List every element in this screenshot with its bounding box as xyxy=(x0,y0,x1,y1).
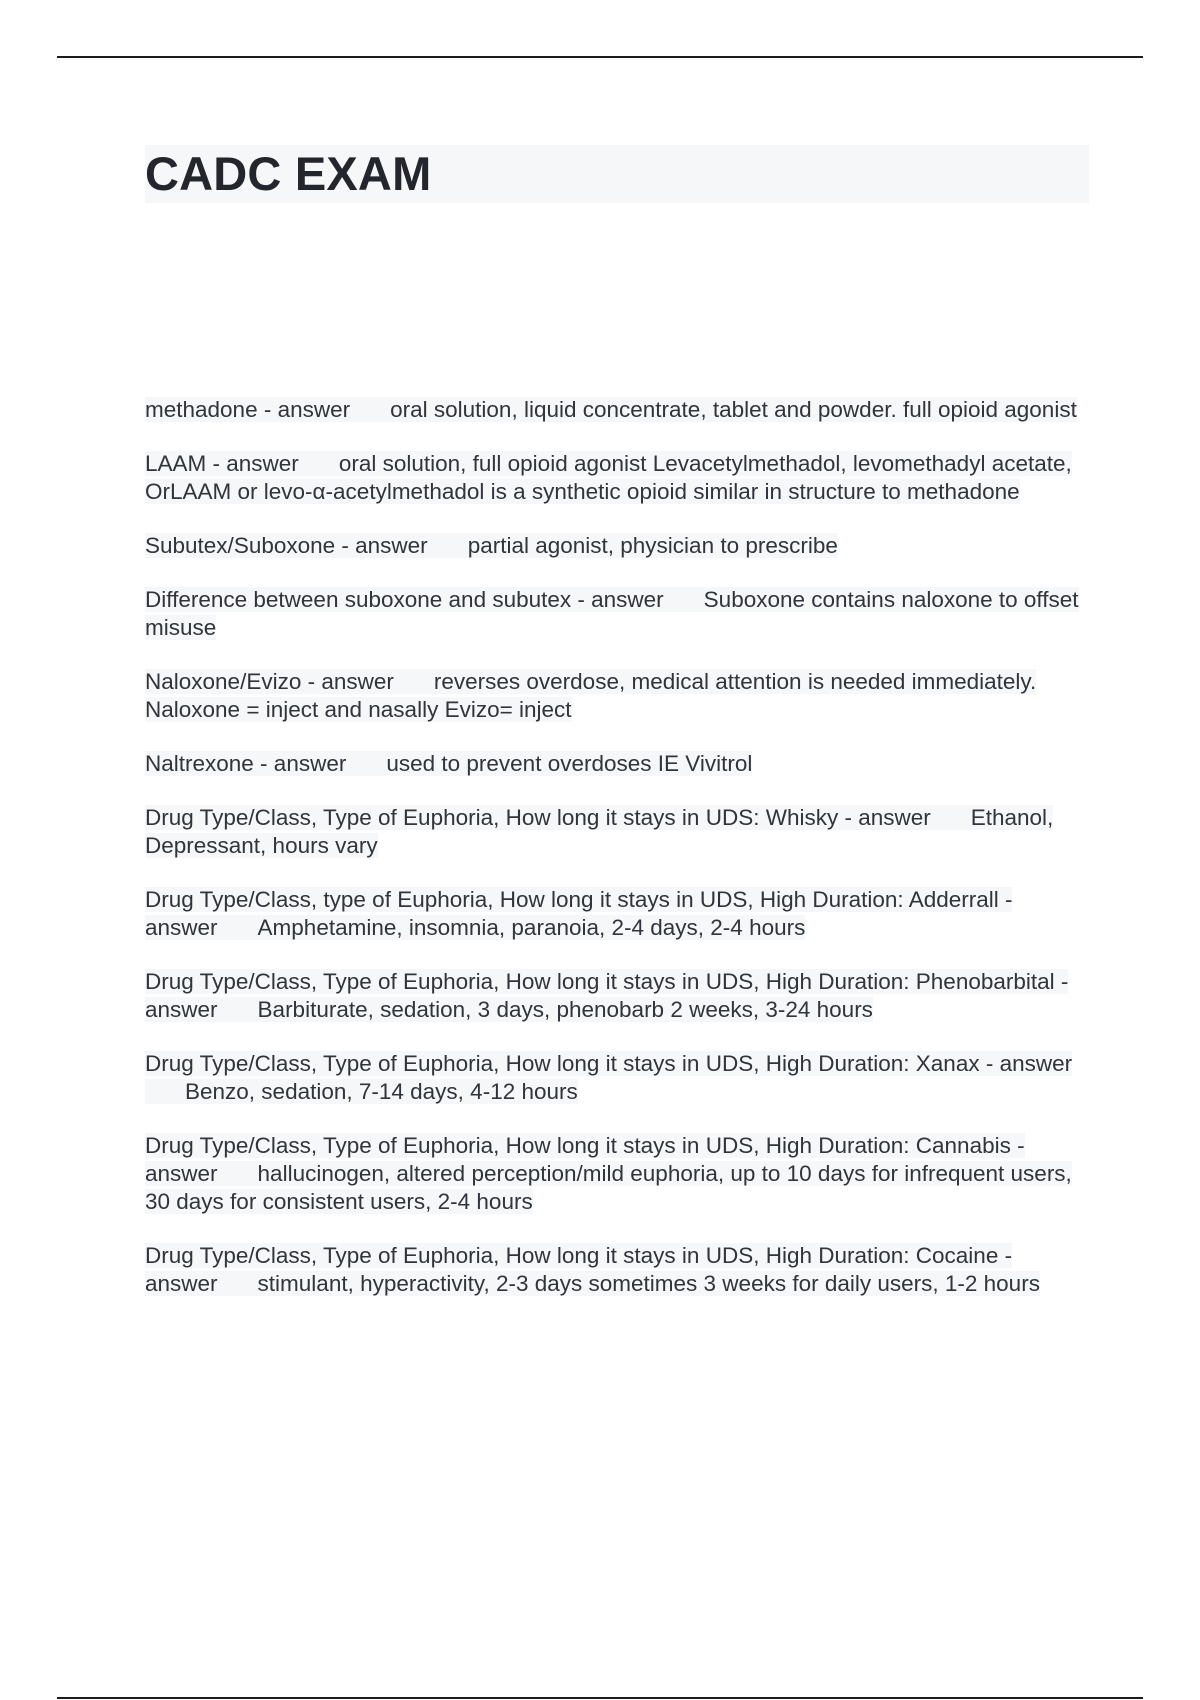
qa-question: Naloxone/Evizo - answer xyxy=(145,669,394,694)
qa-answer: Amphetamine, insomnia, paranoia, 2-4 days, 2-4 hours xyxy=(257,915,806,940)
qa-answer: reverses overdose, medical attention is needed immediately. Naloxone = inject and nasally Evizo= inject xyxy=(145,669,1037,722)
qa-question: Drug Type/Class, Type of Euphoria, How long it stays in UDS, High Duration: Phenobarbital - answer xyxy=(145,969,1069,1022)
qa-item xyxy=(145,1132,1090,1216)
bottom-rule xyxy=(57,1697,1143,1699)
qa-item xyxy=(145,450,1090,506)
top-rule xyxy=(57,56,1143,58)
qa-answer: Suboxone contains naloxone to offset misuse xyxy=(145,587,1079,640)
qa-question: Subutex/Suboxone - answer xyxy=(145,533,428,558)
qa-item xyxy=(145,668,1090,724)
qa-item xyxy=(145,886,1090,942)
qa-question: Naltrexone - answer xyxy=(145,751,347,776)
qa-answer: Barbiturate, sedation, 3 days, phenobarb 2 weeks, 3-24 hours xyxy=(257,997,873,1022)
qa-question: Drug Type/Class, Type of Euphoria, How long it stays in UDS, High Duration: Xanax - answer xyxy=(145,1051,1073,1076)
qa-question: Drug Type/Class, Type of Euphoria, How long it stays in UDS: Whisky - answer xyxy=(145,805,931,830)
qa-answer: partial agonist, physician to prescribe xyxy=(467,533,838,558)
qa-item xyxy=(145,750,1090,778)
page-title: CADC EXAM xyxy=(145,147,432,200)
qa-answer: hallucinogen, altered perception/mild euphoria, up to 10 days for infrequent users, 30 days for consistent users, 2-4 hours xyxy=(145,1161,1072,1214)
qa-item xyxy=(145,1050,1090,1106)
qa-list xyxy=(145,396,1090,1324)
qa-item xyxy=(145,1242,1090,1298)
qa-answer: oral solution, liquid concentrate, tablet and powder. full opioid agonist xyxy=(390,397,1077,422)
qa-item xyxy=(145,804,1090,860)
qa-answer: oral solution, full opioid agonist Levacetylmethadol, levomethadyl acetate, OrLAAM or levo-α-acetylmethadol is a synthetic opioid similar in structure to methadone xyxy=(145,451,1072,504)
qa-question: Difference between suboxone and subutex - answer xyxy=(145,587,664,612)
qa-question: methadone - answer xyxy=(145,397,351,422)
qa-answer: stimulant, hyperactivity, 2-3 days sometimes 3 weeks for daily users, 1-2 hours xyxy=(257,1271,1040,1296)
qa-item xyxy=(145,586,1090,642)
qa-answer: used to prevent overdoses IE Vivitrol xyxy=(386,751,753,776)
qa-question: Drug Type/Class, Type of Euphoria, How long it stays in UDS, High Duration: Cocaine - answer xyxy=(145,1243,1013,1296)
qa-answer: Ethanol, Depressant, hours vary xyxy=(145,805,1054,858)
qa-answer: Benzo, sedation, 7-14 days, 4-12 hours xyxy=(185,1079,578,1104)
qa-item xyxy=(145,532,1090,560)
qa-question: Drug Type/Class, Type of Euphoria, How long it stays in UDS, High Duration: Cannabis - answer xyxy=(145,1133,1025,1186)
qa-item xyxy=(145,396,1090,424)
qa-question: LAAM - answer xyxy=(145,451,299,476)
qa-item xyxy=(145,968,1090,1024)
qa-question: Drug Type/Class, type of Euphoria, How long it stays in UDS, High Duration: Adderrall - answer xyxy=(145,887,1013,940)
